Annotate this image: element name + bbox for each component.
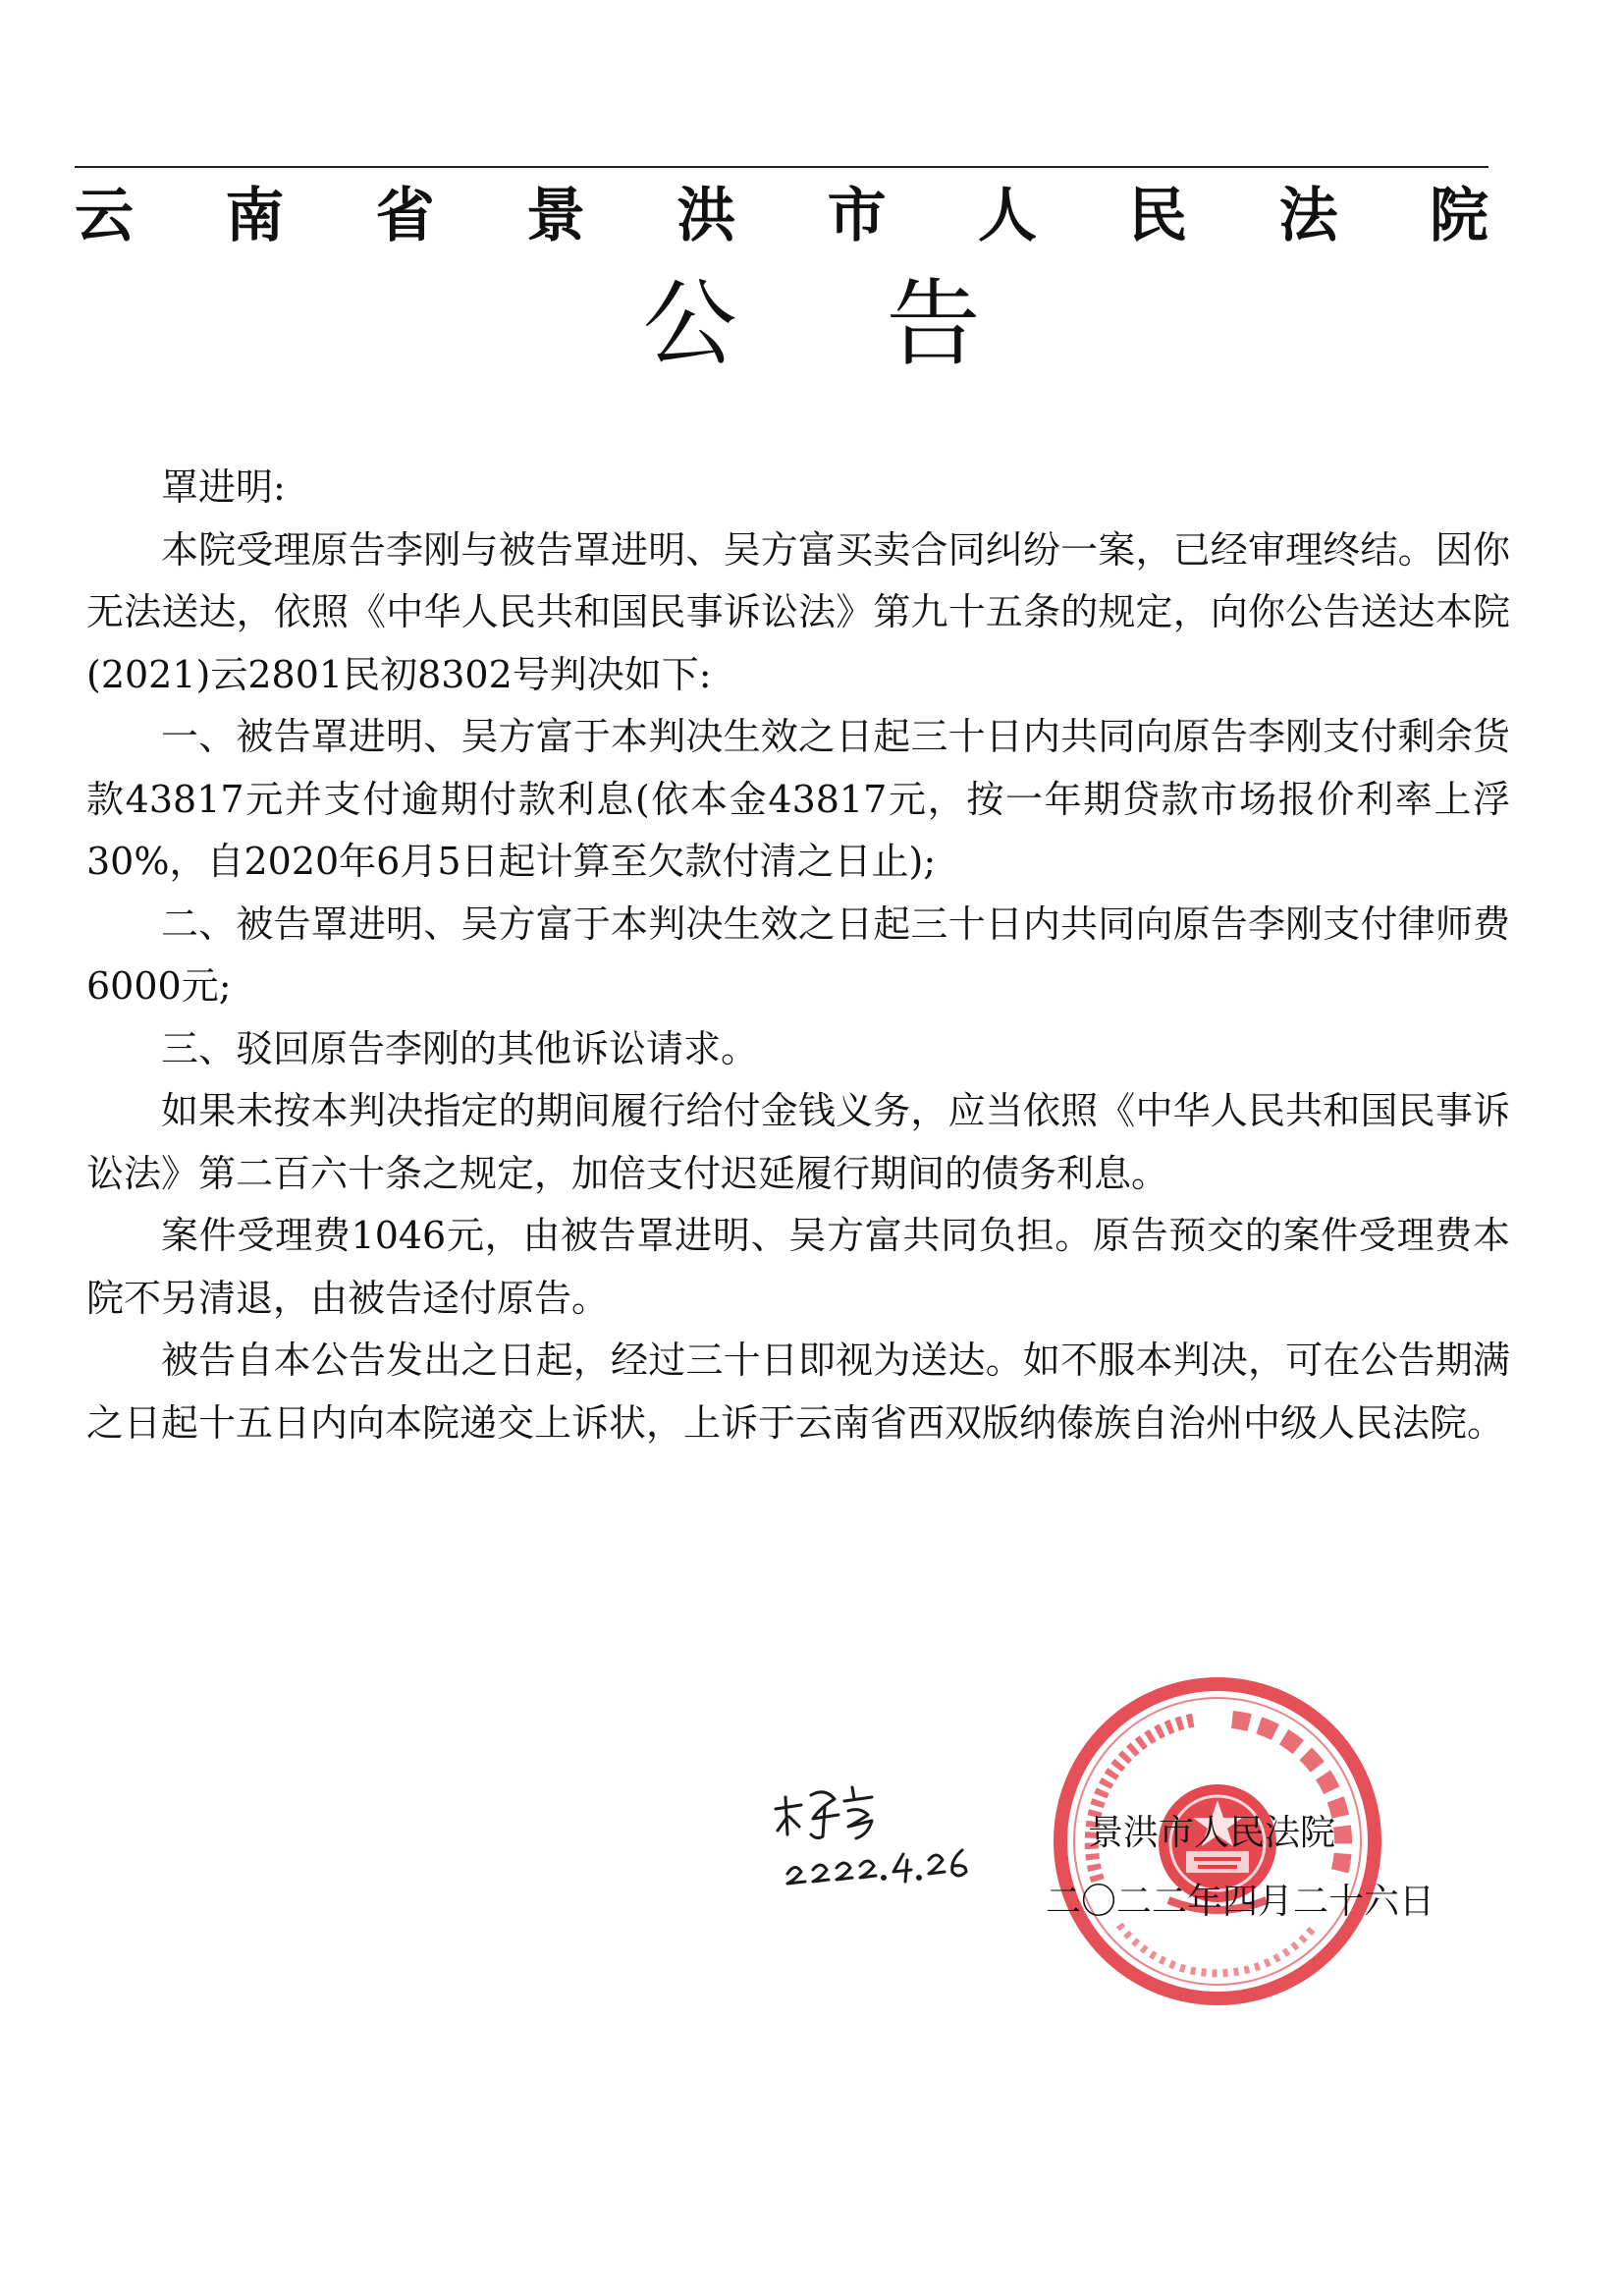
court-name-char: 省 [375,182,435,250]
addressee: 罩进明: [161,465,286,509]
judgment-item: 三、驳回原告李刚的其他诉讼请求。 [161,1026,759,1070]
notice-title: 公告 [642,269,1130,379]
body-paragraph: 被告自本公告发出之日起，经过三十日即视为送达。如不服本判决，可在公告期满之日起十五日内向本院递交上诉状，上诉于云南省西双版纳傣族自治州中级人民法院。 [86,1339,1510,1445]
court-name-char: 人 [977,182,1037,250]
court-name-char: 云 [75,182,134,250]
signing-date: 二〇二二年四月二十六日 [1046,1882,1435,1922]
body-paragraph: 案件受理费1046元，由被告罩进明、吴方富共同负担。原告预交的案件受理费本院不另清退，由被告迳付原告。 [86,1214,1510,1320]
court-name-char: 民 [1128,182,1188,250]
court-name-char: 洪 [676,182,736,250]
judgment-item: 二、被告罩进明、吴方富于本判决生效之日起三十日内共同向原告李刚支付律师费6000元; [86,902,1510,1008]
body-paragraph: 本院受理原告李刚与被告罩进明、吴方富买卖合同纠纷一案，已经审理终结。因你无法送达，依照《中华人民共和国民事诉讼法》第九十五条的规定，向你公告送达本院(2021)云2801民初8302号判决如下: [86,527,1510,696]
court-name-char: 南 [225,182,285,250]
judgment-item: 一、被告罩进明、吴方富于本判决生效之日起三十日内共同向原告李刚支付剩余货款43817元并支付逾期付款利息(依本金43817元，按一年期贷款市场报价利率上浮30%，自2020年6月5日起计算至欠款付清之日止); [86,715,1510,883]
notice-body [86,457,1510,1454]
handwritten-signature [766,1758,982,1905]
court-name-char: 景 [525,182,585,250]
body-paragraph: 如果未按本判决指定的期间履行给付金钱义务，应当依照《中华人民共和国民事诉讼法》第二百六十条之规定，加倍支付迟延履行期间的债务利息。 [86,1089,1510,1195]
court-name-char: 市 [827,182,887,250]
court-name-char: 法 [1278,182,1338,250]
signing-court: 景洪市人民法院 [1088,1813,1336,1853]
court-name-char: 院 [1429,182,1488,250]
court-name-heading [75,172,1488,260]
header-rule [75,166,1488,168]
